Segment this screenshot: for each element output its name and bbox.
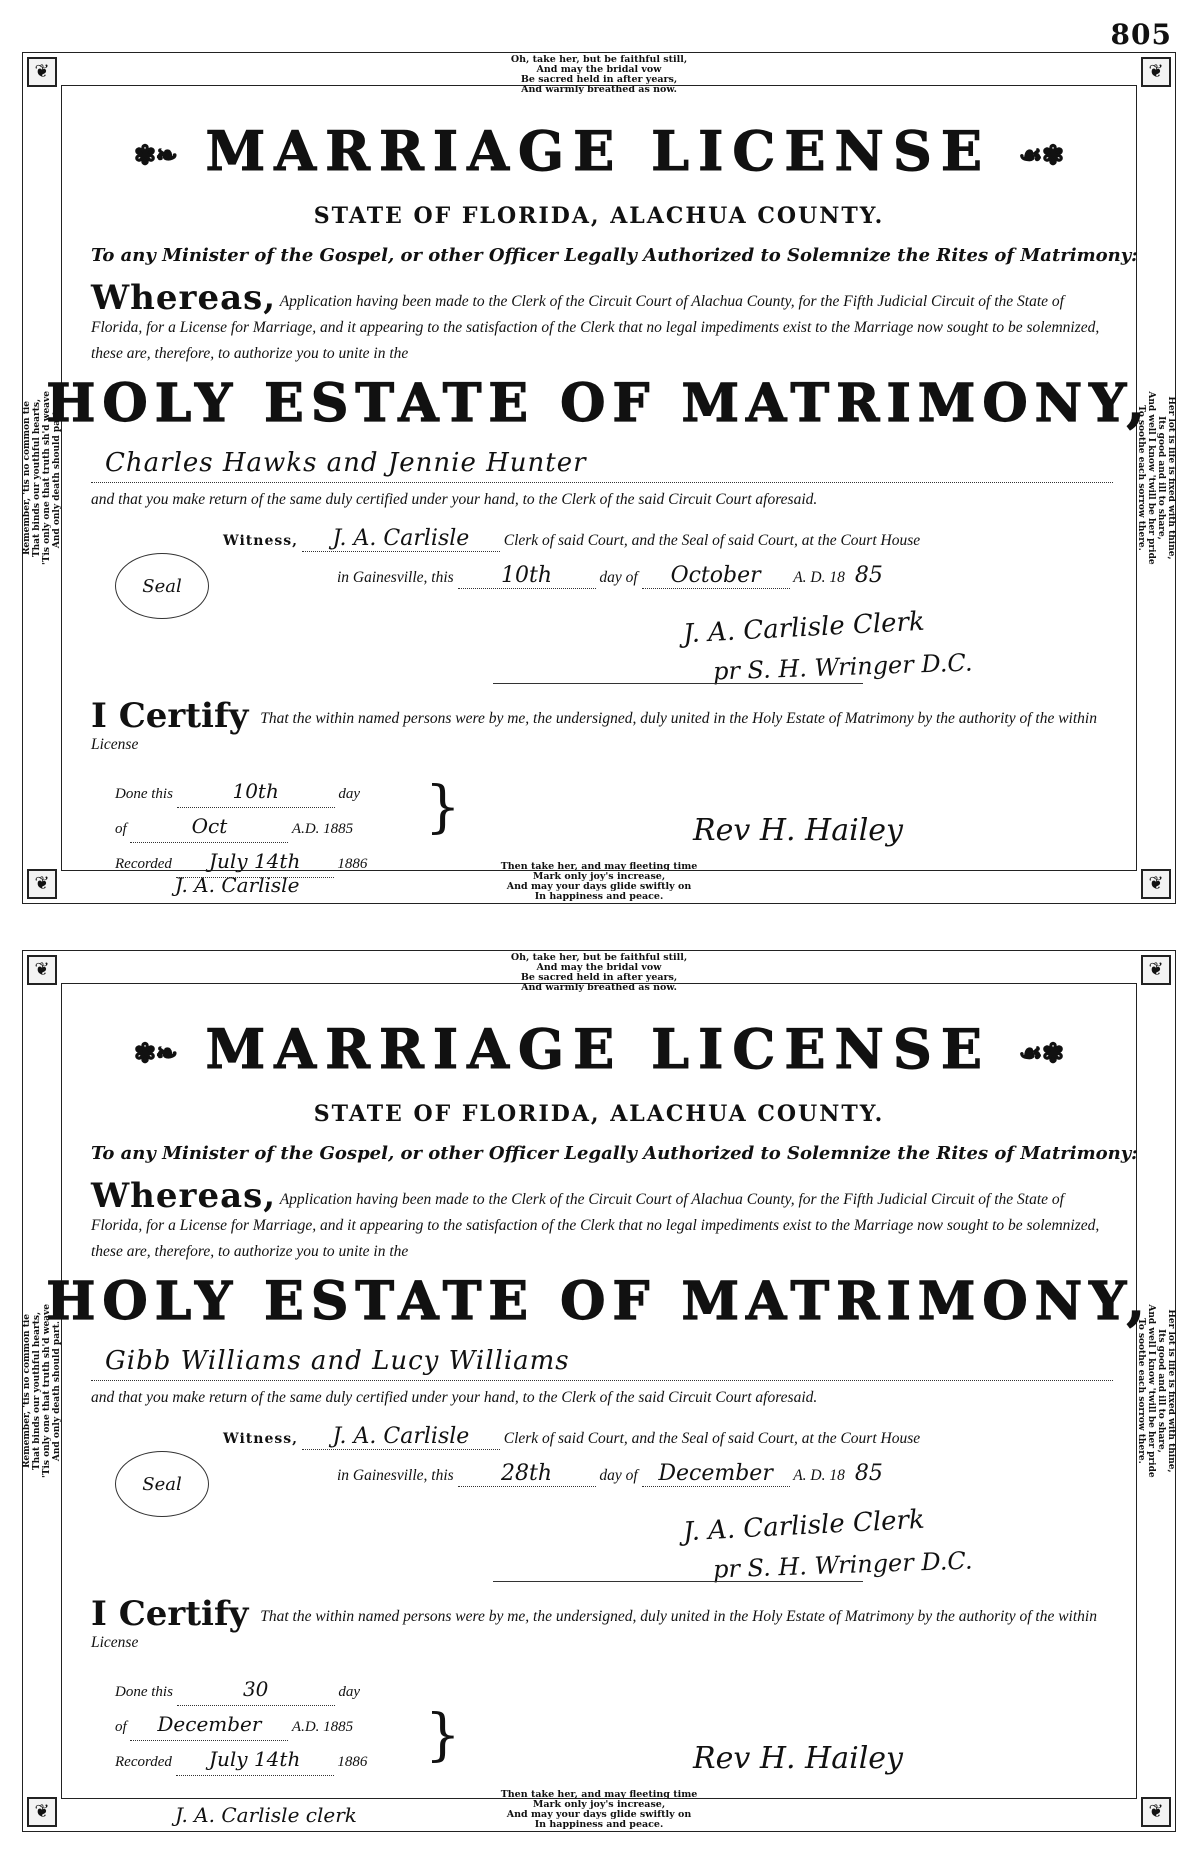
done-block <box>115 775 367 880</box>
done-day: 30 <box>177 1673 335 1706</box>
done-this-label: Done this <box>115 1684 173 1700</box>
state-heading: STATE OF FLORIDA, ALACHUA COUNTY. <box>313 1101 885 1127</box>
day-of-label: day of <box>599 1467 638 1484</box>
ad-label: A. D. 18 <box>793 569 845 586</box>
signature-rule <box>493 683 863 684</box>
flourish-icon: ✾❧ <box>134 140 178 171</box>
corner-ornament-icon: ❦ <box>1141 955 1171 985</box>
address-line: To any Minister of the Gospel, or other Officer Legally Authorized to Solemnize the Rites of Matrimony: <box>91 1143 1138 1164</box>
verse-line: To soothe each sorrow there. <box>1136 405 1146 551</box>
certify-paragraph <box>91 1594 1113 1656</box>
verse-line: And only death should part. <box>52 1320 62 1462</box>
ad-short-label: A.D. 18 <box>291 821 339 837</box>
issue-month: December <box>642 1461 790 1487</box>
in-gainesville-label: in Gainesville, this <box>337 1467 454 1484</box>
seal-stamp: Seal <box>115 1451 209 1517</box>
done-month: Oct <box>130 810 288 843</box>
done-this-label: Done this <box>115 786 173 802</box>
verse-line: Oh, take her, but be faithful still, <box>510 952 688 963</box>
recorded-clerk-signature: J. A. Carlisle clerk <box>175 1803 357 1827</box>
holy-estate-heading: HOLY ESTATE OF MATRIMONY, <box>46 373 1152 434</box>
address-line: To any Minister of the Gospel, or other Officer Legally Authorized to Solemnize the Rites of Matrimony: <box>91 245 1138 266</box>
corner-ornament-icon: ❦ <box>27 955 57 985</box>
seal-stamp: Seal <box>115 553 209 619</box>
recorded-year-prefix: 18 <box>337 1754 353 1770</box>
verse-line: And warmly breathed as now. <box>521 982 677 993</box>
certify-paragraph <box>91 696 1113 758</box>
day-label: day <box>338 1684 361 1700</box>
corner-ornament-icon: ❦ <box>1141 57 1171 87</box>
verse-line: Mark only joy's increase, <box>532 871 666 882</box>
brace-icon: } <box>425 775 461 840</box>
verse-line: 'Tis only one that truth sh'd weave <box>42 391 52 565</box>
verse-line: 'Tis only one that truth sh'd weave <box>42 1304 52 1478</box>
clerk-signature: J. A. Carlisle Clerk <box>682 606 926 650</box>
verse-line: In happiness and peace. <box>534 1819 664 1830</box>
page-number: 805 <box>1110 18 1172 51</box>
recorded-year: 86 <box>352 1754 368 1770</box>
verse-line: And well I know 'twill be her pride <box>1146 391 1156 565</box>
done-year: 85 <box>338 821 354 837</box>
date-row <box>337 563 1113 589</box>
brace-icon: } <box>425 1703 461 1768</box>
day-of-label: day of <box>599 569 638 586</box>
holy-estate-heading: HOLY ESTATE OF MATRIMONY, <box>46 1271 1152 1332</box>
deputy-clerk-signature: pr S. H. Wringer D.C. <box>712 1546 973 1584</box>
couple-names: Charles Hawks and Jennie Hunter <box>91 448 1113 483</box>
verse-line: Be sacred held in after years, <box>520 74 678 85</box>
signature-rule <box>493 1581 863 1582</box>
recorded-year-prefix: 18 <box>337 856 353 872</box>
witness-row <box>223 526 1113 552</box>
verse-line: In happiness and peace. <box>534 891 664 902</box>
recorded-label: Recorded <box>115 856 172 872</box>
corner-ornament-icon: ❦ <box>27 1797 57 1827</box>
witness-label: Witness, <box>223 1431 298 1447</box>
deputy-clerk-signature: pr S. H. Wringer D.C. <box>712 648 973 686</box>
state-heading: STATE OF FLORIDA, ALACHUA COUNTY. <box>313 203 885 229</box>
verse-line: Then take her, and may fleeting time <box>500 1789 698 1800</box>
recorded-label: Recorded <box>115 1754 172 1770</box>
recorded-clerk-signature: J. A. Carlisle <box>175 873 300 897</box>
verse-line: And may your days glide swiftly on <box>506 881 692 892</box>
certify-word: I Certify <box>91 696 249 736</box>
verse-line: And only death should part. <box>52 407 62 549</box>
issue-day: 10th <box>458 563 596 589</box>
couple-names: Gibb Williams and Lucy Williams <box>91 1346 1113 1381</box>
verse-line: Oh, take her, but be faithful still, <box>510 54 688 65</box>
return-instruction: and that you make return of the same duly certified under your hand, to the Clerk of the said Circuit Court aforesaid. <box>91 491 818 508</box>
corner-ornament-icon: ❦ <box>1141 1797 1171 1827</box>
recorded-date: July 14th <box>176 1743 334 1776</box>
whereas-word: Whereas, <box>91 1176 277 1216</box>
verse-line: And may your days glide swiftly on <box>506 1809 692 1820</box>
whereas-word: Whereas, <box>91 278 277 318</box>
verse-line: And may the bridal vow <box>536 64 662 75</box>
corner-ornament-icon: ❦ <box>1141 869 1171 899</box>
certify-text: That the within named persons were by me, the undersigned, duly united in the Holy Estate of Matrimony by the authority of the within License <box>91 710 1097 753</box>
issue-day: 28th <box>458 1461 596 1487</box>
whereas-text: Application having been made to the Clerk of the Circuit Court of Alachua County, for the Fifth Judicial Circuit of the State of Florida, for a License for Marriage, and it appearing to the satisfaction of the Clerk that no legal impediments exist to the Marriage now sought to be solemnized, these are, therefore, to authorize you to unite in the <box>91 293 1100 362</box>
minister-signature: Rev H. Hailey <box>693 1741 903 1776</box>
ad-short-label: A.D. 18 <box>291 1719 339 1735</box>
done-day: 10th <box>177 775 335 808</box>
marriage-license-2 <box>22 950 1176 1832</box>
witness-clerk-signature: J. A. Carlisle <box>302 526 500 552</box>
whereas-paragraph <box>91 1176 1113 1265</box>
issue-month: October <box>642 563 790 589</box>
done-block <box>115 1673 367 1778</box>
verse-line: And may the bridal vow <box>536 962 662 973</box>
license-title-text: MARRIAGE LICENSE <box>205 119 992 183</box>
witness-text: Clerk of said Court, and the Seal of said Court, at the Court House <box>503 532 921 549</box>
witness-clerk-signature: J. A. Carlisle <box>302 1424 500 1450</box>
recorded-date: July 14th <box>176 845 334 878</box>
verse-line: Its good and ill to share, <box>1156 416 1166 540</box>
verse-line: Remember, 'tis no common tie <box>22 1313 32 1469</box>
corner-ornament-icon: ❦ <box>27 57 57 87</box>
verse-line: Mark only joy's increase, <box>532 1799 666 1810</box>
license-title <box>23 119 1175 183</box>
license-title <box>23 1017 1175 1081</box>
marriage-license-1 <box>22 52 1176 904</box>
done-month: December <box>130 1708 288 1741</box>
issue-year: 85 <box>854 563 883 588</box>
whereas-paragraph <box>91 278 1113 367</box>
of-label: of <box>115 821 127 837</box>
verse-line: That binds our youthful hearts, <box>32 1311 42 1471</box>
done-year: 85 <box>338 1719 354 1735</box>
flourish-icon: ☙✾ <box>1018 1038 1064 1069</box>
certify-text: That the within named persons were by me, the undersigned, duly united in the Holy Estate of Matrimony by the authority of the within License <box>91 1608 1097 1651</box>
witness-row <box>223 1424 1113 1450</box>
verse-line: Be sacred held in after years, <box>520 972 678 983</box>
recorded-year: 86 <box>352 856 368 872</box>
clerk-signature: J. A. Carlisle Clerk <box>682 1504 926 1548</box>
verse-line: And warmly breathed as now. <box>521 84 677 95</box>
whereas-text: Application having been made to the Clerk of the Circuit Court of Alachua County, for the Fifth Judicial Circuit of the State of Florida, for a License for Marriage, and it appearing to the satisfaction of the Clerk that no legal impediments exist to the Marriage now sought to be solemnized, these are, therefore, to authorize you to unite in the <box>91 1191 1100 1260</box>
verse-line: Her lot is life is fixed with thine, <box>1166 396 1176 560</box>
witness-text: Clerk of said Court, and the Seal of said Court, at the Court House <box>503 1430 921 1447</box>
issue-year: 85 <box>854 1461 883 1486</box>
verse-line: And well I know 'twill be her pride <box>1146 1304 1156 1478</box>
flourish-icon: ✾❧ <box>134 1038 178 1069</box>
date-row <box>337 1461 1113 1487</box>
of-label: of <box>115 1719 127 1735</box>
verse-line: That binds our youthful hearts, <box>32 398 42 558</box>
verse-line: Remember, 'tis no common tie <box>22 400 32 556</box>
verse-line: Her lot is life is fixed with thine, <box>1166 1309 1176 1473</box>
verse-line: Its good and ill to share, <box>1156 1329 1166 1453</box>
in-gainesville-label: in Gainesville, this <box>337 569 454 586</box>
witness-label: Witness, <box>223 533 298 549</box>
minister-signature: Rev H. Hailey <box>693 813 903 848</box>
corner-ornament-icon: ❦ <box>27 869 57 899</box>
verse-line: To soothe each sorrow there. <box>1136 1318 1146 1464</box>
return-instruction: and that you make return of the same duly certified under your hand, to the Clerk of the said Circuit Court aforesaid. <box>91 1389 818 1406</box>
day-label: day <box>338 786 361 802</box>
ad-label: A. D. 18 <box>793 1467 845 1484</box>
flourish-icon: ☙✾ <box>1018 140 1064 171</box>
license-title-text: MARRIAGE LICENSE <box>205 1017 992 1081</box>
certify-word: I Certify <box>91 1594 249 1634</box>
verse-line: Then take her, and may fleeting time <box>500 861 698 872</box>
